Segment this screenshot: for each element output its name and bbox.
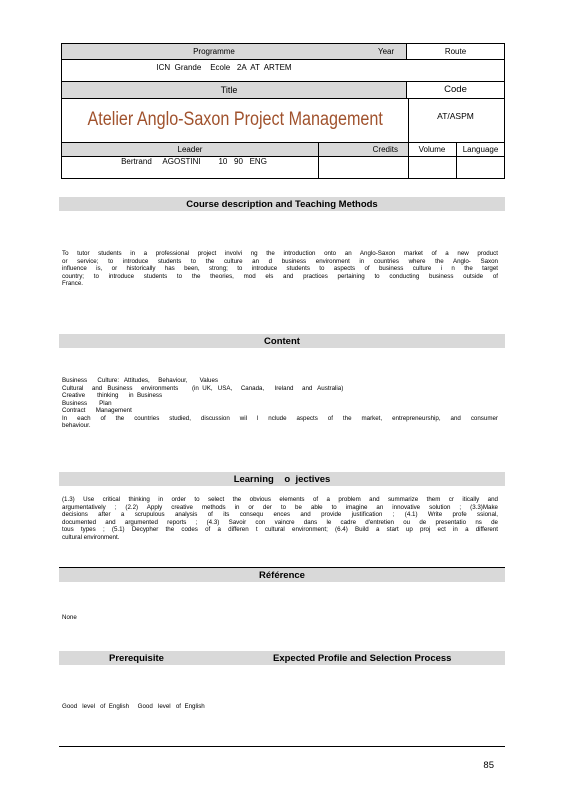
credits-label-cell xyxy=(318,142,408,156)
prerequisite-heading-bar xyxy=(59,651,505,665)
prerequisite-text: Good level of English Good level of English xyxy=(62,703,205,710)
leader-value: Bertrand AGOSTINI 10 90 ENG xyxy=(121,156,267,166)
text-line: cultural environment. xyxy=(62,533,120,541)
text-line: behaviour. xyxy=(62,422,91,429)
text-line: country; to introduce students to the theories, mod els and practices pertaining to conducting business outside of xyxy=(62,272,498,280)
prerequisite-heading: Prerequisite xyxy=(109,652,164,664)
leader-label: Leader xyxy=(177,144,203,154)
text-line: To tutor students in a professional project involvi ng the introduction onto an Anglo-Saxon market of a new product xyxy=(62,250,498,257)
course-code: AT/ASPM xyxy=(437,111,474,121)
text-line: decisions after a scrupulous analysis of its consequ ences and provide justification ; (4.1) Write profe ssional, xyxy=(62,511,498,518)
leader-value-cell xyxy=(62,156,406,178)
learning-objectives-text xyxy=(62,496,498,541)
title-label-cell xyxy=(62,81,406,98)
text-line: (1.3) Use critical thinking in order to select the obvious elements of a problem and summarize them cr itically and xyxy=(62,496,498,503)
footer-rule xyxy=(59,746,505,747)
route-label-cell xyxy=(406,44,505,59)
text-line: Business Culture: Attitudes, Behaviour, Values xyxy=(62,377,219,384)
text-line: Contract Management xyxy=(62,407,132,414)
content-text xyxy=(62,377,498,430)
reference-heading: Référence xyxy=(59,568,505,582)
year-label: Year xyxy=(378,47,395,56)
programme-label: Programme xyxy=(193,47,235,56)
volume-label: Volume xyxy=(418,144,446,154)
text-line: In each of the countries studied, discussion wil l nclude aspects of the market, entrepreneurship, and consumer xyxy=(62,414,498,422)
page-number: 85 xyxy=(483,760,494,771)
text-line: France. xyxy=(62,280,83,287)
text-line: Business Plan xyxy=(62,399,112,407)
text-line: argumentatively ; (2.2) Apply creative methods in or der to be able to imagine an innovative solution ; (3.3)Make xyxy=(62,503,498,511)
text-line: Creative thinking in Business xyxy=(62,392,163,399)
language-label: Language xyxy=(462,144,499,154)
route-label: Route xyxy=(444,47,467,56)
content-heading: Content xyxy=(59,334,505,348)
programme-value: ICN Grande Ecole 2A AT ARTEM xyxy=(156,62,292,72)
volume-label-cell xyxy=(408,142,456,156)
code-label-cell xyxy=(406,81,505,98)
code-value-cell xyxy=(406,98,505,142)
text-line: Cultural and Business environments (in UK, USA, Canada, Ireland and Australia) xyxy=(62,384,344,392)
learning-objectives-heading: Learning o jectives xyxy=(59,472,505,486)
credits-label: Credits xyxy=(372,144,398,154)
leader-label-cell xyxy=(62,142,318,156)
programme-value-cell xyxy=(62,59,406,81)
course-title: Atelier Anglo-Saxon Project Management xyxy=(87,109,383,130)
title-value-cell xyxy=(62,98,402,142)
course-description-text xyxy=(62,250,498,288)
course-description-heading: Course description and Teaching Methods xyxy=(59,197,505,211)
course-header-table xyxy=(61,43,505,179)
code-label: Code xyxy=(444,84,467,95)
programme-label-cell xyxy=(62,44,406,59)
title-label: Title xyxy=(220,84,238,95)
text-line: influence is, or historically has been, strong; to introduce students to aspects of business culture i n the target xyxy=(62,265,498,272)
reference-text: None xyxy=(62,614,77,621)
language-label-cell xyxy=(456,142,505,156)
text-line: documented and argumented reports ; (4.3) Savoir con vaincre dans le cadre d'entretien ou de presentatio ns de xyxy=(62,518,498,526)
text-line: or service; to introduce students to the culture an d business environment in countries where the Anglo- Saxon xyxy=(62,257,498,265)
expected-profile-heading: Expected Profile and Selection Process xyxy=(273,652,452,664)
text-line: tous types ; (5.1) Decypher the codes of a differen t cultural environment; (6.4) Build a start up proj ect in a different xyxy=(62,526,498,533)
